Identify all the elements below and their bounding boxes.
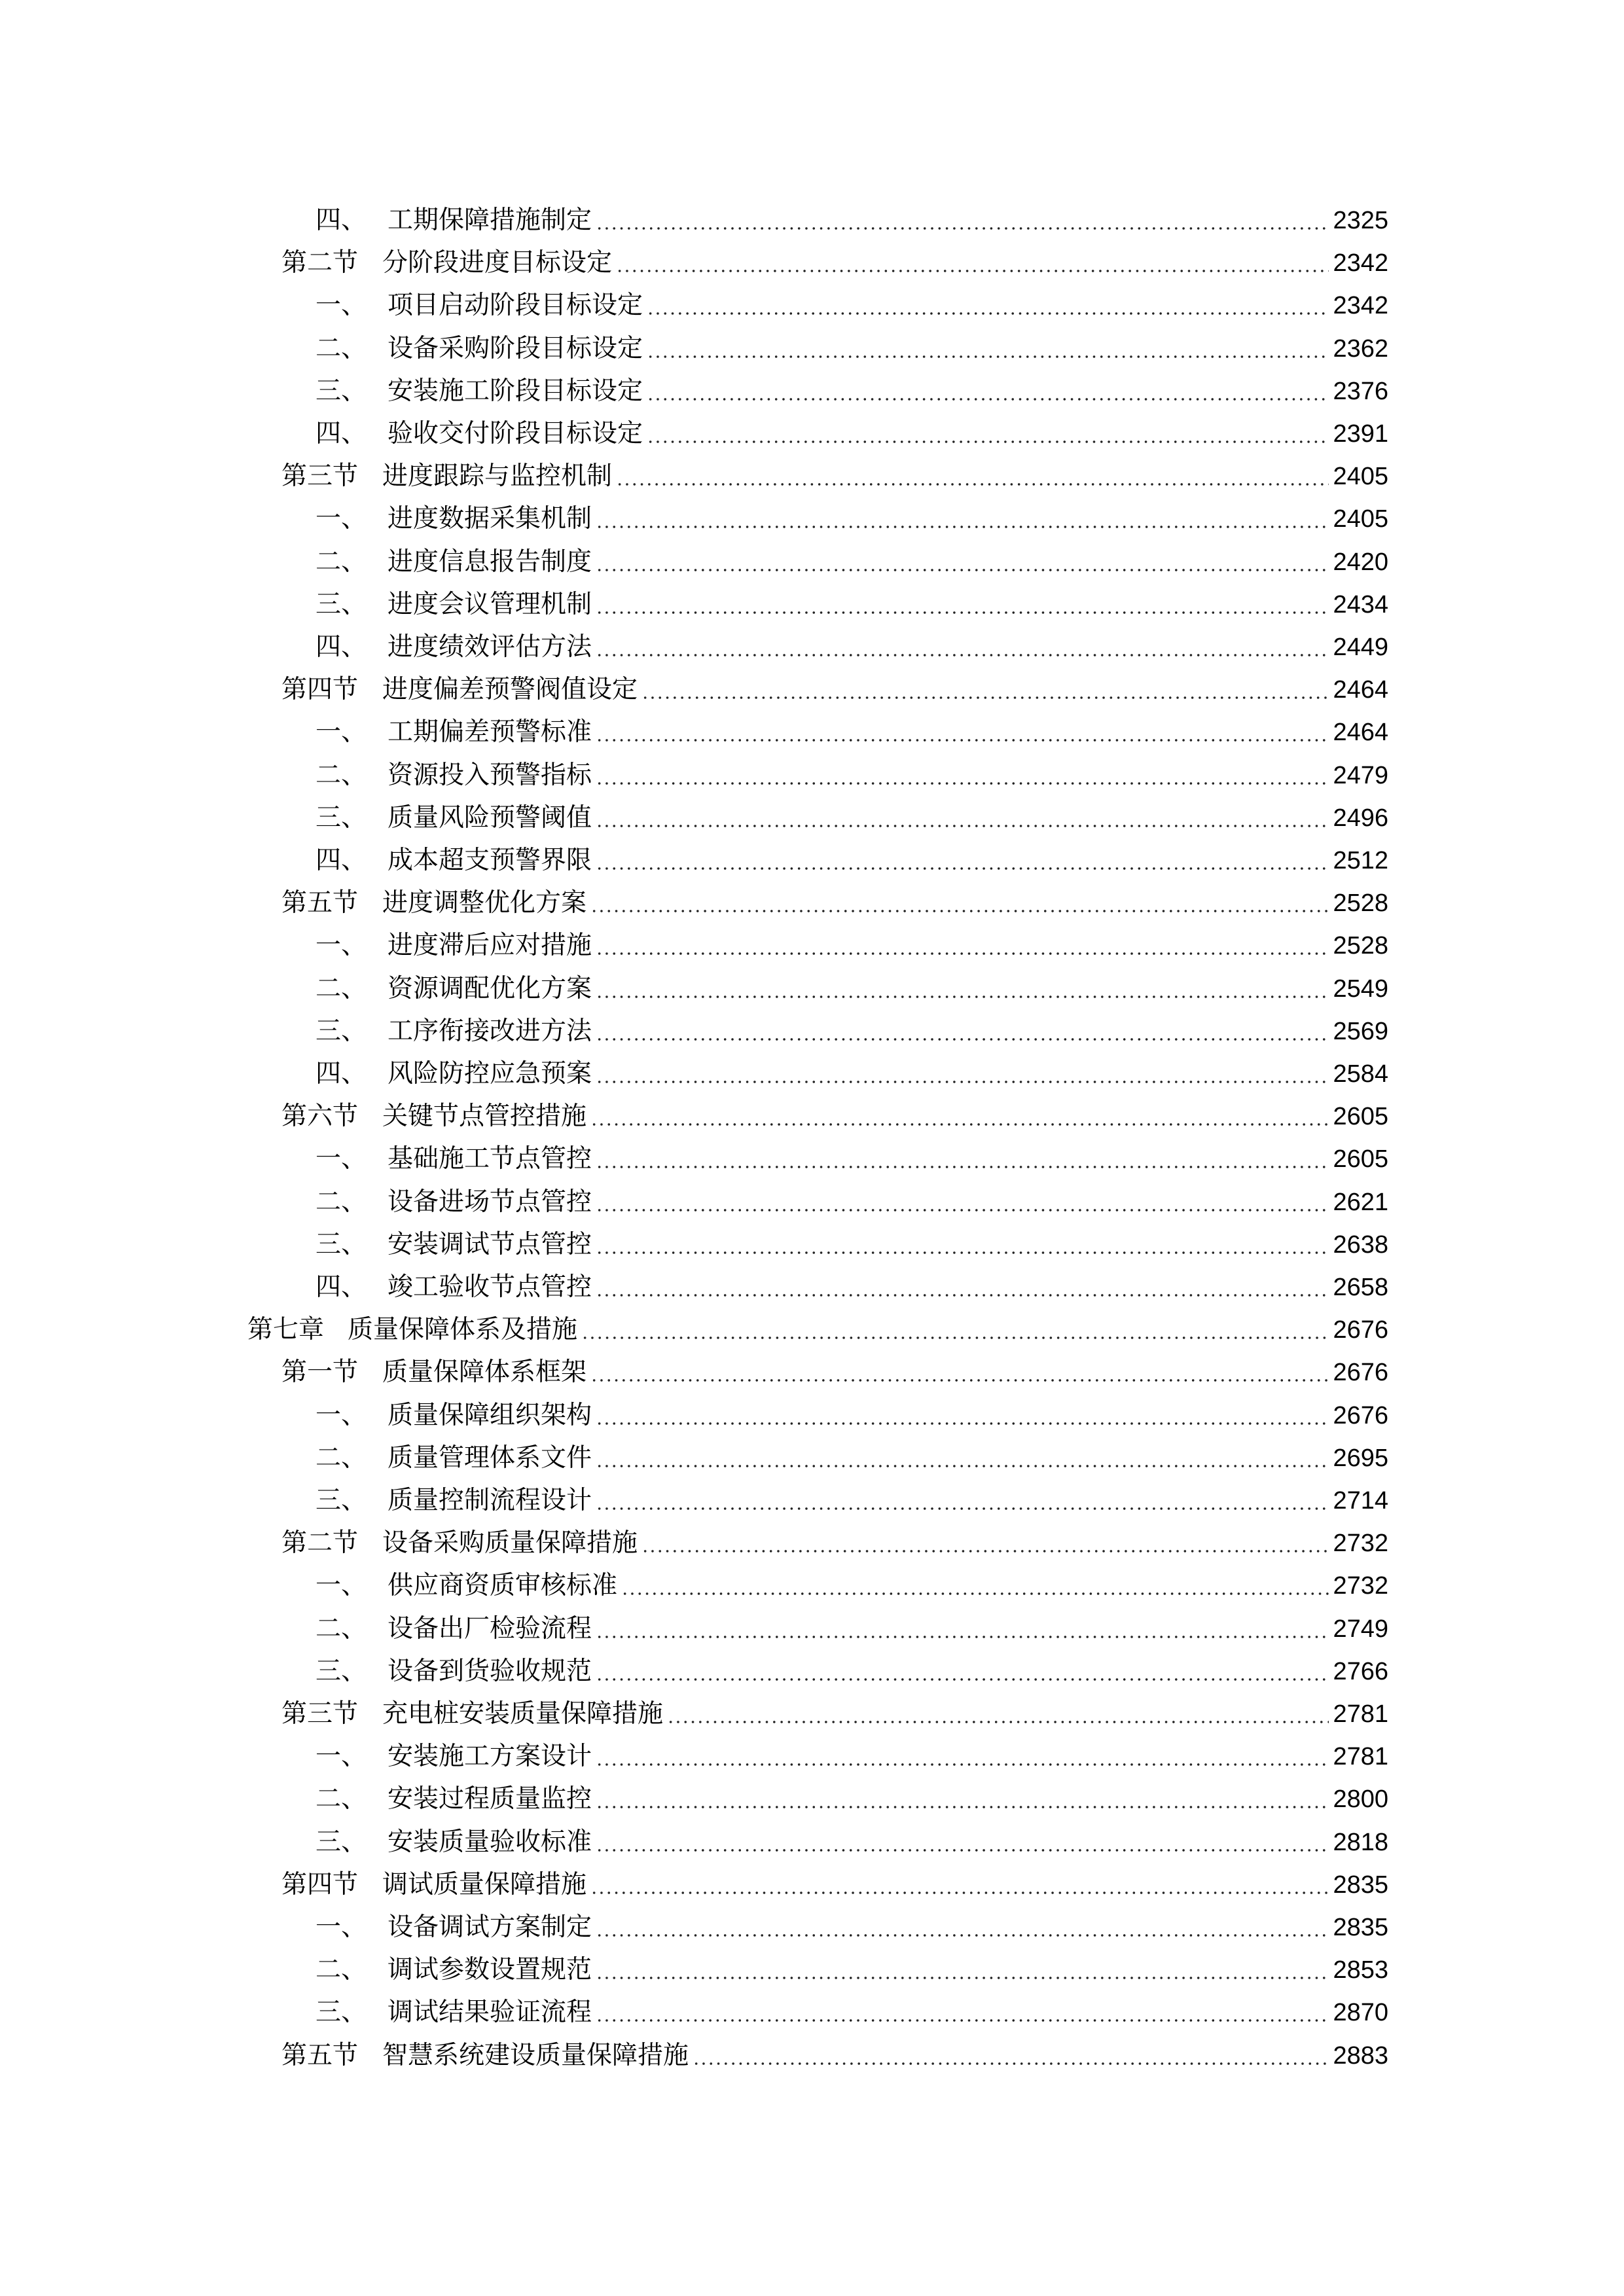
- dot-leader: [596, 1038, 1329, 1041]
- toc-entry-page-number: 2512: [1333, 847, 1388, 874]
- toc-entry-item[interactable]: [316, 1011, 1388, 1052]
- dot-leader: [590, 910, 1329, 912]
- toc-entry-item[interactable]: [316, 1609, 1388, 1649]
- toc-entry-item[interactable]: [316, 840, 1388, 881]
- dot-leader: [596, 654, 1329, 656]
- toc-entry-title: 资源调配优化方案: [388, 973, 592, 1003]
- toc-entry-number: 二、: [316, 1784, 367, 1814]
- toc-entry-page-number: 2883: [1333, 2041, 1388, 2070]
- dot-leader: [596, 1081, 1329, 1083]
- toc-entry-item[interactable]: [316, 798, 1388, 838]
- dot-leader: [616, 483, 1329, 486]
- toc-entry-title: 进度调整优化方案: [382, 888, 587, 918]
- toc-entry-page-number: 2621: [1333, 1188, 1388, 1216]
- toc-entry-number: 四、: [316, 846, 367, 875]
- toc-entry-section[interactable]: [281, 670, 1388, 710]
- toc-entry-title: 进度滞后应对措施: [388, 931, 592, 961]
- dot-leader: [596, 1977, 1329, 1979]
- toc-entry-number: 三、: [316, 1486, 367, 1515]
- toc-entry-title: 资源投入预警指标: [388, 760, 592, 790]
- toc-entry-title: 调试质量保障措施: [382, 1869, 587, 1899]
- toc-entry-number: 四、: [316, 632, 367, 662]
- toc-entry-number: 一、: [316, 1400, 367, 1430]
- toc-entry-number: 二、: [316, 1443, 367, 1473]
- toc-entry-page-number: 2391: [1333, 420, 1388, 448]
- toc-entry-page-number: 2449: [1333, 634, 1388, 661]
- toc-entry-item[interactable]: [316, 414, 1388, 454]
- toc-entry-number: 一、: [316, 1144, 367, 1174]
- toc-entry-section[interactable]: [281, 456, 1388, 497]
- toc-entry-number: 三、: [316, 802, 367, 833]
- toc-entry-item[interactable]: [316, 1651, 1388, 1692]
- toc-entry-page-number: 2405: [1333, 463, 1388, 491]
- dot-leader: [596, 782, 1329, 785]
- toc-entry-title: 进度信息报告制度: [388, 547, 592, 577]
- toc-entry-item[interactable]: [316, 1480, 1388, 1521]
- toc-entry-number: 第三节: [281, 461, 359, 492]
- toc-entry-title: 设备进场节点管控: [388, 1187, 592, 1217]
- toc-entry-item[interactable]: [316, 1438, 1388, 1479]
- toc-entry-number: 第七章: [247, 1315, 325, 1345]
- toc-entry-item[interactable]: [316, 1907, 1388, 1948]
- dot-leader: [596, 1166, 1329, 1168]
- toc-entry-page-number: 2376: [1333, 377, 1388, 405]
- toc-entry-number: 三、: [316, 1656, 367, 1686]
- toc-entry-item[interactable]: [316, 1736, 1388, 1777]
- toc-entry-title: 安装过程质量监控: [388, 1784, 592, 1814]
- toc-entry-section[interactable]: [281, 883, 1388, 924]
- dot-leader: [616, 270, 1329, 272]
- toc-entry-item[interactable]: [316, 1395, 1388, 1436]
- toc-entry-number: 四、: [316, 419, 367, 448]
- toc-entry-title: 进度绩效评估方法: [388, 632, 592, 662]
- toc-entry-number: 第四节: [281, 675, 359, 705]
- dot-leader: [596, 526, 1329, 528]
- toc-entry-page-number: 2781: [1333, 1700, 1388, 1728]
- toc-entry-item[interactable]: [316, 925, 1388, 966]
- toc-entry-page-number: 2676: [1333, 1316, 1388, 1344]
- toc-entry-item[interactable]: [316, 499, 1388, 539]
- dot-leader: [596, 1422, 1329, 1425]
- toc-entry-page-number: 2732: [1333, 1572, 1388, 1600]
- toc-entry-title: 调试参数设置规范: [388, 1955, 592, 1985]
- toc-entry-page-number: 2695: [1333, 1444, 1388, 1472]
- dot-leader: [596, 1849, 1329, 1852]
- toc-entry-number: 第五节: [281, 2040, 359, 2070]
- toc-entry-title: 质量控制流程设计: [388, 1486, 592, 1515]
- toc-entry-title: 质量管理体系文件: [388, 1443, 592, 1473]
- dot-leader: [596, 1294, 1329, 1297]
- toc-entry-page-number: 2835: [1333, 1871, 1388, 1899]
- dot-leader: [667, 1721, 1329, 1723]
- dot-leader: [596, 1636, 1329, 1638]
- toc-entry-section[interactable]: [281, 1352, 1388, 1393]
- toc-entry-item[interactable]: [316, 1992, 1388, 2033]
- toc-entry-number: 第五节: [281, 888, 359, 918]
- toc-entry-number: 三、: [316, 589, 367, 619]
- toc-entry-page-number: 2434: [1333, 590, 1388, 619]
- dot-leader: [647, 440, 1329, 443]
- toc-entry-title: 调试结果验证流程: [388, 1998, 592, 2028]
- toc-entry-page-number: 2749: [1333, 1615, 1388, 1643]
- toc-entry-number: 第二节: [281, 1528, 359, 1558]
- toc-entry-title: 设备采购阶段目标设定: [388, 333, 643, 363]
- toc-entry-number: 第六节: [281, 1102, 359, 1132]
- toc-entry-page-number: 2342: [1333, 249, 1388, 278]
- toc-entry-title: 质量风险预警阈值: [388, 802, 592, 833]
- toc-entry-title: 充电桩安装质量保障措施: [382, 1699, 664, 1729]
- dot-leader: [641, 1550, 1329, 1552]
- toc-entry-item[interactable]: [316, 1566, 1388, 1606]
- toc-entry-number: 三、: [316, 1827, 367, 1857]
- dot-leader: [693, 2062, 1329, 2065]
- toc-entry-number: 二、: [316, 760, 367, 790]
- toc-entry-page-number: 2714: [1333, 1487, 1388, 1515]
- toc-entry-title: 设备调试方案制定: [388, 1912, 592, 1942]
- toc-entry-section[interactable]: [281, 1865, 1388, 1905]
- toc-entry-item[interactable]: [316, 1950, 1388, 1990]
- toc-entry-page-number: 2732: [1333, 1530, 1388, 1558]
- toc-entry-page-number: 2818: [1333, 1828, 1388, 1856]
- toc-entry-title: 智慧系统建设质量保障措施: [382, 2040, 689, 2070]
- dot-leader: [596, 227, 1329, 230]
- toc-entry-number: 一、: [316, 1742, 367, 1772]
- toc-entry-title: 进度偏差预警阀值设定: [382, 675, 638, 705]
- toc-entry-page-number: 2420: [1333, 548, 1388, 576]
- toc-entry-number: 三、: [316, 1229, 367, 1259]
- toc-entry-title: 基础施工节点管控: [388, 1144, 592, 1174]
- toc-entry-section[interactable]: [281, 1096, 1388, 1137]
- dot-leader: [647, 355, 1329, 358]
- toc-entry-page-number: 2676: [1333, 1359, 1388, 1387]
- dot-leader: [596, 825, 1329, 827]
- toc-entry-title: 进度数据采集机制: [388, 504, 592, 534]
- dot-leader: [596, 1465, 1329, 1467]
- toc-entry-item[interactable]: [316, 584, 1388, 625]
- dot-leader: [596, 611, 1329, 614]
- toc-entry-page-number: 2584: [1333, 1060, 1388, 1088]
- toc-entry-section[interactable]: [281, 1523, 1388, 1564]
- dot-leader: [596, 1763, 1329, 1766]
- toc-entry-item[interactable]: [316, 285, 1388, 326]
- toc-entry-item[interactable]: [316, 1225, 1388, 1265]
- toc-entry-title: 验收交付阶段目标设定: [388, 419, 643, 448]
- toc-entry-number: 第二节: [281, 248, 359, 278]
- toc-entry-page-number: 2800: [1333, 1785, 1388, 1814]
- toc-entry-title: 分阶段进度目标设定: [382, 248, 613, 278]
- toc-entry-page-number: 2638: [1333, 1230, 1388, 1259]
- toc-entry-title: 安装施工方案设计: [388, 1742, 592, 1772]
- toc-entry-page-number: 2781: [1333, 1743, 1388, 1771]
- toc-entry-number: 二、: [316, 547, 367, 577]
- toc-entry-item[interactable]: [316, 712, 1388, 753]
- toc-entry-item[interactable]: [316, 627, 1388, 668]
- toc-entry-page-number: 2676: [1333, 1401, 1388, 1429]
- toc-entry-item[interactable]: [316, 200, 1388, 241]
- dot-leader: [596, 1806, 1329, 1808]
- toc-entry-number: 第三节: [281, 1699, 359, 1729]
- toc-entry-item[interactable]: [316, 1054, 1388, 1094]
- dot-leader: [596, 2019, 1329, 2022]
- toc-entry-title: 成本超支预警界限: [388, 846, 592, 875]
- toc-entry-number: 二、: [316, 1187, 367, 1217]
- toc-entry-title: 工期保障措施制定: [388, 206, 592, 235]
- dot-leader: [596, 1251, 1329, 1254]
- toc-entry-page-number: 2479: [1333, 761, 1388, 789]
- toc-entry-number: 二、: [316, 1613, 367, 1643]
- toc-entry-page-number: 2605: [1333, 1103, 1388, 1131]
- toc-entry-page-number: 2569: [1333, 1017, 1388, 1045]
- toc-entry-item[interactable]: [316, 1822, 1388, 1863]
- toc-entry-page-number: 2342: [1333, 292, 1388, 320]
- toc-entry-title: 质量保障体系及措施: [348, 1315, 578, 1345]
- toc-entry-section[interactable]: [281, 1694, 1388, 1734]
- toc-entry-item[interactable]: [316, 1139, 1388, 1179]
- toc-entry-page-number: 2835: [1333, 1914, 1388, 1941]
- toc-entry-number: 四、: [316, 206, 367, 235]
- toc-entry-number: 二、: [316, 333, 367, 363]
- dot-leader: [596, 1209, 1329, 1211]
- toc-entry-page-number: 2325: [1333, 207, 1388, 234]
- toc-entry-title: 工期偏差预警标准: [388, 717, 592, 747]
- toc-entry-title: 设备采购质量保障措施: [382, 1528, 638, 1558]
- toc-entry-page-number: 2549: [1333, 975, 1388, 1003]
- toc-entry-number: 四、: [316, 1059, 367, 1088]
- toc-entry-page-number: 2362: [1333, 334, 1388, 363]
- dot-leader: [621, 1592, 1329, 1595]
- dot-leader: [596, 1934, 1329, 1937]
- toc-entry-item[interactable]: [316, 1267, 1388, 1308]
- toc-entry-title: 质量保障组织架构: [388, 1400, 592, 1430]
- toc-entry-item[interactable]: [316, 755, 1388, 796]
- toc-entry-title: 设备出厂检验流程: [388, 1613, 592, 1643]
- toc-entry-title: 关键节点管控措施: [382, 1102, 587, 1132]
- toc-entry-number: 一、: [316, 931, 367, 961]
- toc-entry-item[interactable]: [316, 1779, 1388, 1820]
- dot-leader: [596, 996, 1329, 998]
- toc-entry-title: 安装调试节点管控: [388, 1229, 592, 1259]
- toc-entry-number: 一、: [316, 1571, 367, 1601]
- toc-entry-number: 四、: [316, 1272, 367, 1302]
- toc-entry-page-number: 2464: [1333, 676, 1388, 704]
- toc-entry-item[interactable]: [316, 542, 1388, 583]
- toc-entry-item[interactable]: [316, 969, 1388, 1009]
- toc-entry-item[interactable]: [316, 1182, 1388, 1223]
- toc-entry-page-number: 2766: [1333, 1657, 1388, 1685]
- toc-entry-page-number: 2405: [1333, 505, 1388, 533]
- toc-entry-page-number: 2605: [1333, 1145, 1388, 1174]
- dot-leader: [596, 1507, 1329, 1510]
- dot-leader: [641, 696, 1329, 699]
- dot-leader: [647, 398, 1329, 401]
- toc-entry-number: 二、: [316, 1955, 367, 1985]
- toc-entry-item[interactable]: [316, 329, 1388, 369]
- toc-entry-number: 一、: [316, 1912, 367, 1942]
- toc-entry-number: 一、: [316, 504, 367, 534]
- toc-entry-number: 第四节: [281, 1869, 359, 1899]
- toc-entry-number: 三、: [316, 376, 367, 406]
- dot-leader: [590, 1379, 1329, 1382]
- dot-leader: [596, 1678, 1329, 1681]
- toc-entry-title: 质量保障体系框架: [382, 1357, 587, 1388]
- toc-entry-section[interactable]: [281, 2036, 1388, 2076]
- toc-entry-page-number: 2870: [1333, 1999, 1388, 2027]
- toc-entry-page-number: 2528: [1333, 932, 1388, 960]
- dot-leader: [596, 952, 1329, 955]
- dot-leader: [596, 867, 1329, 870]
- dot-leader: [590, 1123, 1329, 1126]
- toc-entry-number: 三、: [316, 1998, 367, 2028]
- toc-entry-title: 供应商资质审核标准: [388, 1571, 618, 1601]
- toc-entry-page-number: 2496: [1333, 804, 1388, 832]
- toc-entry-number: 第一节: [281, 1357, 359, 1388]
- dot-leader: [581, 1336, 1329, 1339]
- toc-entry-title: 工序衔接改进方法: [388, 1016, 592, 1046]
- toc-entry-title: 项目启动阶段目标设定: [388, 291, 643, 321]
- toc-entry-title: 安装施工阶段目标设定: [388, 376, 643, 406]
- toc-entry-title: 进度跟踪与监控机制: [382, 461, 613, 492]
- toc-entry-title: 设备到货验收规范: [388, 1656, 592, 1686]
- toc-entry-page-number: 2464: [1333, 719, 1388, 747]
- dot-leader: [590, 1892, 1329, 1894]
- dot-leader: [647, 312, 1329, 315]
- toc-entry-number: 三、: [316, 1016, 367, 1046]
- toc-entry-page-number: 2528: [1333, 889, 1388, 918]
- toc-entry-number: 一、: [316, 291, 367, 321]
- toc-entry-title: 竣工验收节点管控: [388, 1272, 592, 1302]
- toc-entry-title: 风险防控应急预案: [388, 1059, 592, 1088]
- toc-entry-page-number: 2853: [1333, 1956, 1388, 1984]
- dot-leader: [596, 739, 1329, 742]
- dot-leader: [596, 569, 1329, 571]
- toc-entry-section[interactable]: [281, 243, 1388, 283]
- toc-entry-number: 一、: [316, 717, 367, 747]
- toc-entry-page-number: 2658: [1333, 1274, 1388, 1301]
- toc-entry-item[interactable]: [316, 371, 1388, 412]
- toc-entry-title: 进度会议管理机制: [388, 589, 592, 619]
- toc-entry-number: 二、: [316, 973, 367, 1003]
- toc-entry-title: 安装质量验收标准: [388, 1827, 592, 1857]
- toc-entry-chapter[interactable]: [247, 1310, 1388, 1350]
